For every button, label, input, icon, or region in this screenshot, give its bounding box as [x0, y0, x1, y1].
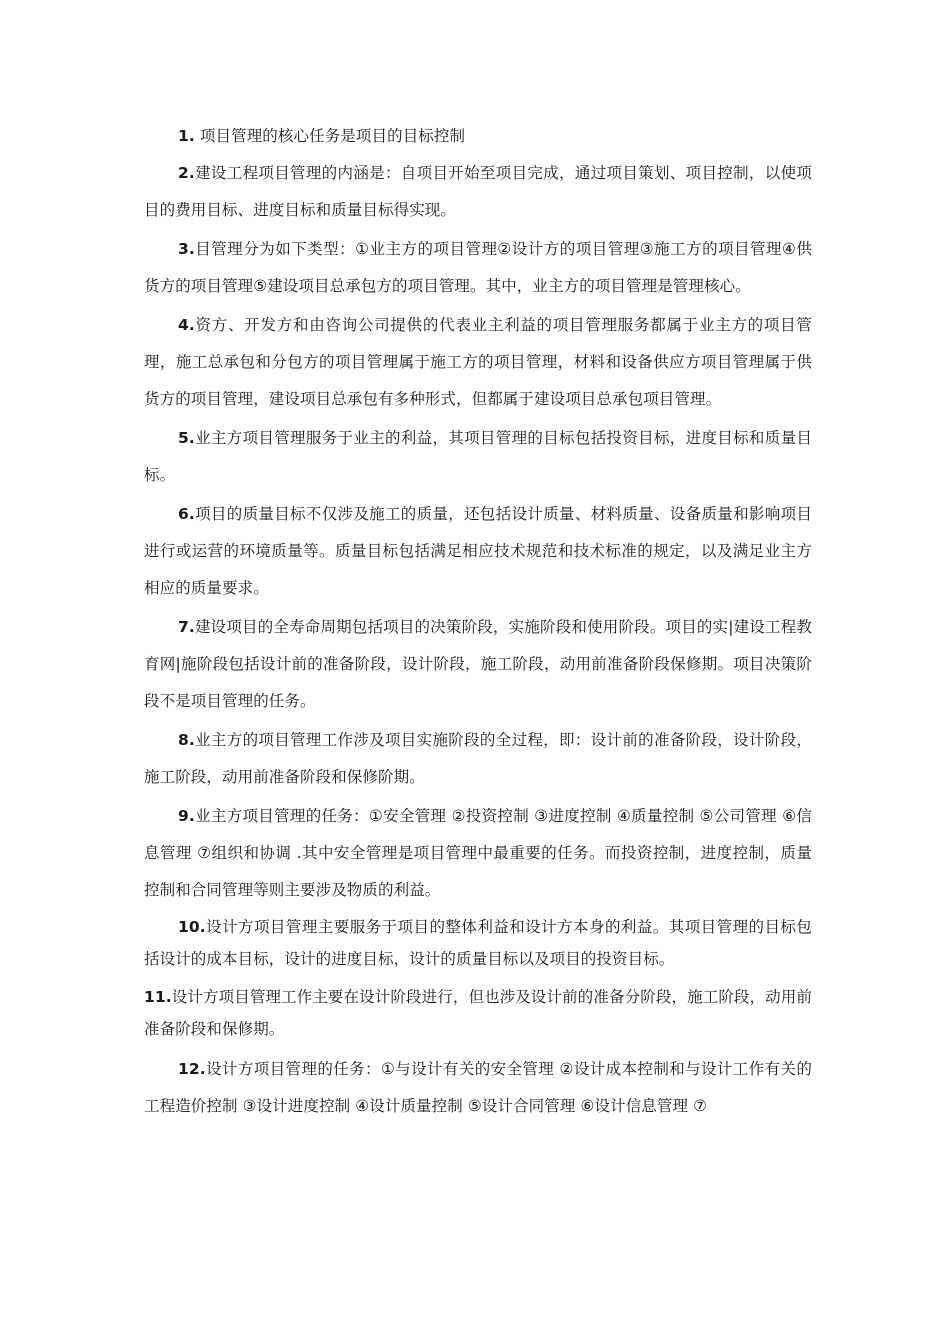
paragraph-number: 7. [178, 618, 195, 636]
paragraph-9 [144, 798, 812, 909]
paragraph-text: 项目管理的核心任务是项目的目标控制 [194, 127, 466, 145]
paragraph-number: 4. [178, 316, 195, 334]
paragraph-text: 建设项目的全寿命周期包括项目的决策阶段，实施阶段和使用阶段。项目的实|建设工程教育网|施阶段包括设计前的准备阶段，设计阶段，施工阶段，动用前准备阶段保修期。项目决策阶段不是项目管理的任务。 [144, 618, 812, 710]
paragraph-text: 建设工程项目管理的内涵是：自项目开始至项目完成，通过项目策划、项目控制，以使项目的费用目标、进度目标和质量目标得实现。 [144, 164, 812, 219]
paragraph-4 [144, 307, 812, 418]
paragraph-text: 设计方项目管理工作主要在设计阶段进行，但也涉及设计前的准备分阶段，施工阶段，动用前准备阶段和保修期。 [144, 988, 812, 1038]
paragraph-number: 8. [178, 731, 195, 749]
document-body [144, 118, 812, 1127]
paragraph-text: 项目的质量目标不仅涉及施工的质量，还包括设计质量、材料质量、设备质量和影响项目进行或运营的环境质量等。质量目标包括满足相应技术规范和技术标准的规定，以及满足业主方相应的质量要求。 [144, 505, 812, 597]
paragraph-number: 1. [178, 127, 195, 145]
paragraph-10 [144, 911, 812, 975]
paragraph-number: 10. [178, 918, 206, 936]
paragraph-8 [144, 722, 812, 796]
paragraph-text: 设计方项目管理的任务：①与设计有关的安全管理 ②设计成本控制和与设计工作有关的工程造价控制 ③设计进度控制 ④设计质量控制 ⑤设计合同管理 ⑥设计信息管理 ⑦ [144, 1060, 812, 1115]
paragraph-6 [144, 496, 812, 607]
paragraph-text: 资方、开发方和由咨询公司提供的代表业主利益的项目管理服务都属于业主方的项目管理，施工总承包和分包方的项目管理属于施工方的项目管理，材料和设备供应方项目管理属于供货方的项目管理，建设项目总承包有多种形式，但都属于建设项目总承包项目管理。 [144, 316, 812, 408]
paragraph-text: 业主方项目管理的任务：①安全管理 ②投资控制 ③进度控制 ④质量控制 ⑤公司管理 ⑥信息管理 ⑦组织和协调 .其中安全管理是项目管理中最重要的任务。而投资控制，进度控制，质量控制和合同管理等则主要涉及物质的利益。 [144, 807, 812, 899]
paragraph-2 [144, 155, 812, 229]
paragraph-number: 5. [178, 429, 195, 447]
paragraph-12 [144, 1051, 812, 1125]
paragraph-text: 目管理分为如下类型：①业主方的项目管理②设计方的项目管理③施工方的项目管理④供货方的项目管理⑤建设项目总承包方的项目管理。其中，业主方的项目管理是管理核心。 [144, 240, 812, 295]
paragraph-number: 2. [178, 164, 195, 182]
paragraph-1 [144, 118, 812, 155]
paragraph-text: 业主方项目管理服务于业主的利益，其项目管理的目标包括投资目标，进度目标和质量目标。 [144, 429, 812, 484]
paragraph-3 [144, 231, 812, 305]
paragraph-7 [144, 609, 812, 720]
paragraph-number: 3. [178, 240, 195, 258]
paragraph-5 [144, 420, 812, 494]
paragraph-text: 业主方的项目管理工作涉及项目实施阶段的全过程，即：设计前的准备阶段，设计阶段，施工阶段，动用前准备阶段和保修阶期。 [144, 731, 812, 786]
paragraph-text: 设计方项目管理主要服务于项目的整体利益和设计方本身的利益。其项目管理的目标包括设计的成本目标，设计的进度目标，设计的质量目标以及项目的投资目标。 [144, 918, 812, 968]
paragraph-number: 12. [178, 1060, 206, 1078]
paragraph-number: 6. [178, 505, 195, 523]
paragraph-number: 9. [178, 807, 195, 825]
paragraph-number: 11. [144, 988, 172, 1006]
paragraph-11 [144, 981, 812, 1045]
